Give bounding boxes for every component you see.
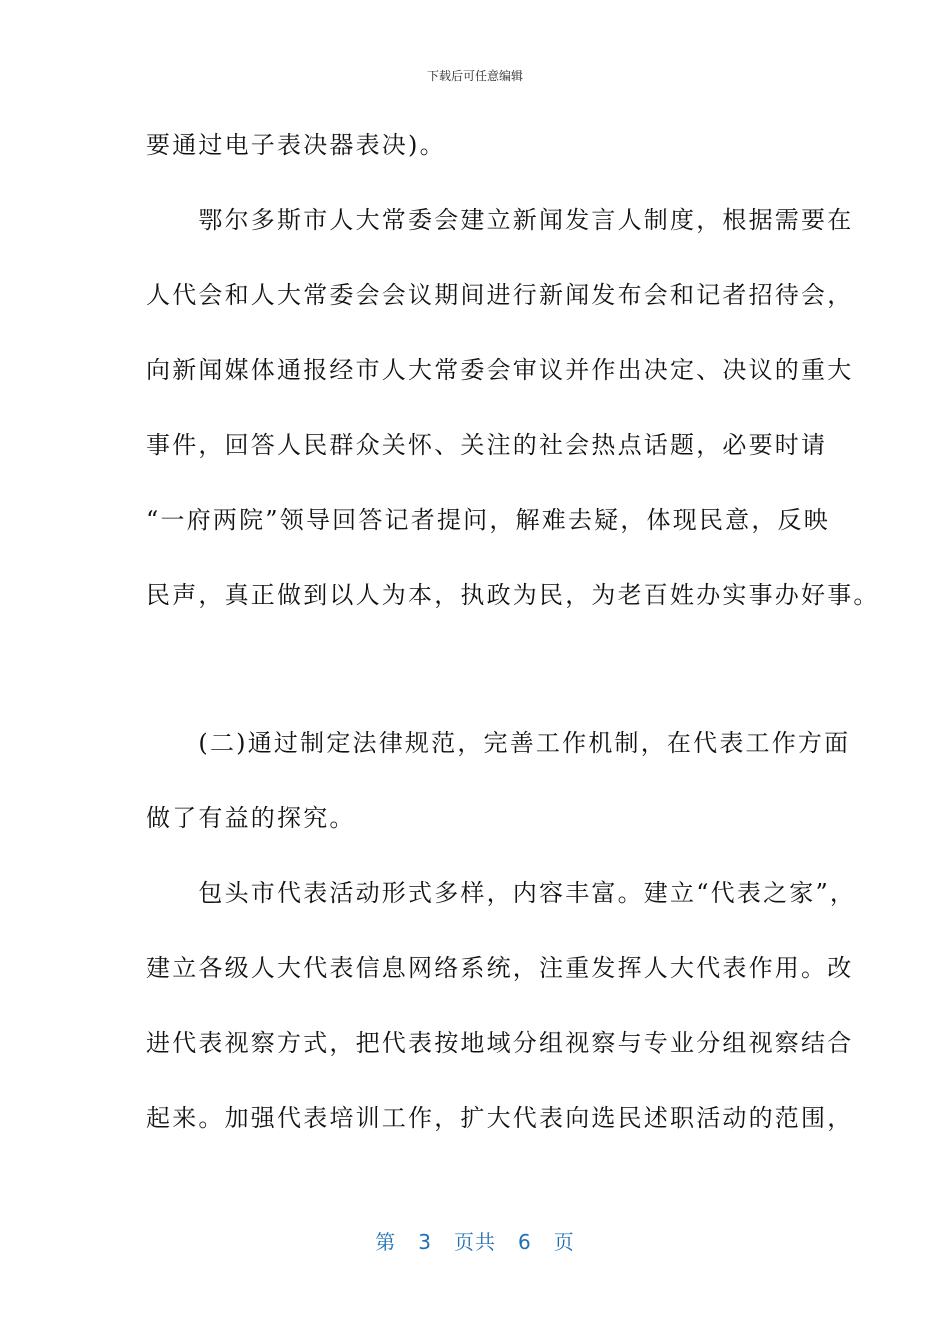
page-footer bbox=[0, 1226, 950, 1255]
page-label-mid: 页共 bbox=[454, 1230, 496, 1254]
text-line: (二)通过制定法律规范，完善工作机制，在代表工作方面 bbox=[146, 729, 851, 757]
current-page-number: 3 bbox=[418, 1230, 432, 1254]
text-line: 做了有益的探究。 bbox=[146, 804, 356, 832]
text-line: 包头市代表活动形式多样，内容丰富。建立“代表之家”， bbox=[146, 879, 857, 907]
text-line: 民声，真正做到以人为本，执政为民，为老百姓办实事办好事。 bbox=[146, 581, 880, 609]
page-label-suffix: 页 bbox=[553, 1230, 575, 1254]
page-label-prefix: 第 bbox=[375, 1230, 397, 1254]
total-pages-number: 6 bbox=[518, 1230, 532, 1254]
text-line: “一府两院”领导回答记者提问，解难去疑，体现民意，反映 bbox=[146, 506, 830, 534]
text-line: 要通过电子表决器表决)。 bbox=[146, 131, 446, 159]
text-line: 人代会和人大常委会会议期间进行新闻发布会和记者招待会， bbox=[146, 281, 854, 309]
header-note: 下载后可任意编辑 bbox=[426, 69, 523, 83]
text-line: 向新闻媒体通报经市人大常委会审议并作出决定、决议的重大 bbox=[146, 356, 854, 384]
text-line: 建立各级人大代表信息网络系统，注重发挥人大代表作用。改 bbox=[146, 954, 854, 982]
text-line: 鄂尔多斯市人大常委会建立新闻发言人制度，根据需要在 bbox=[146, 206, 854, 234]
text-line: 进代表视察方式，把代表按地域分组视察与专业分组视察结合 bbox=[146, 1029, 854, 1057]
text-line: 起来。加强代表培训工作，扩大代表向选民述职活动的范围， bbox=[146, 1104, 854, 1132]
text-line: 事件，回答人民群众关怀、关注的社会热点话题，必要时请 bbox=[146, 431, 828, 459]
